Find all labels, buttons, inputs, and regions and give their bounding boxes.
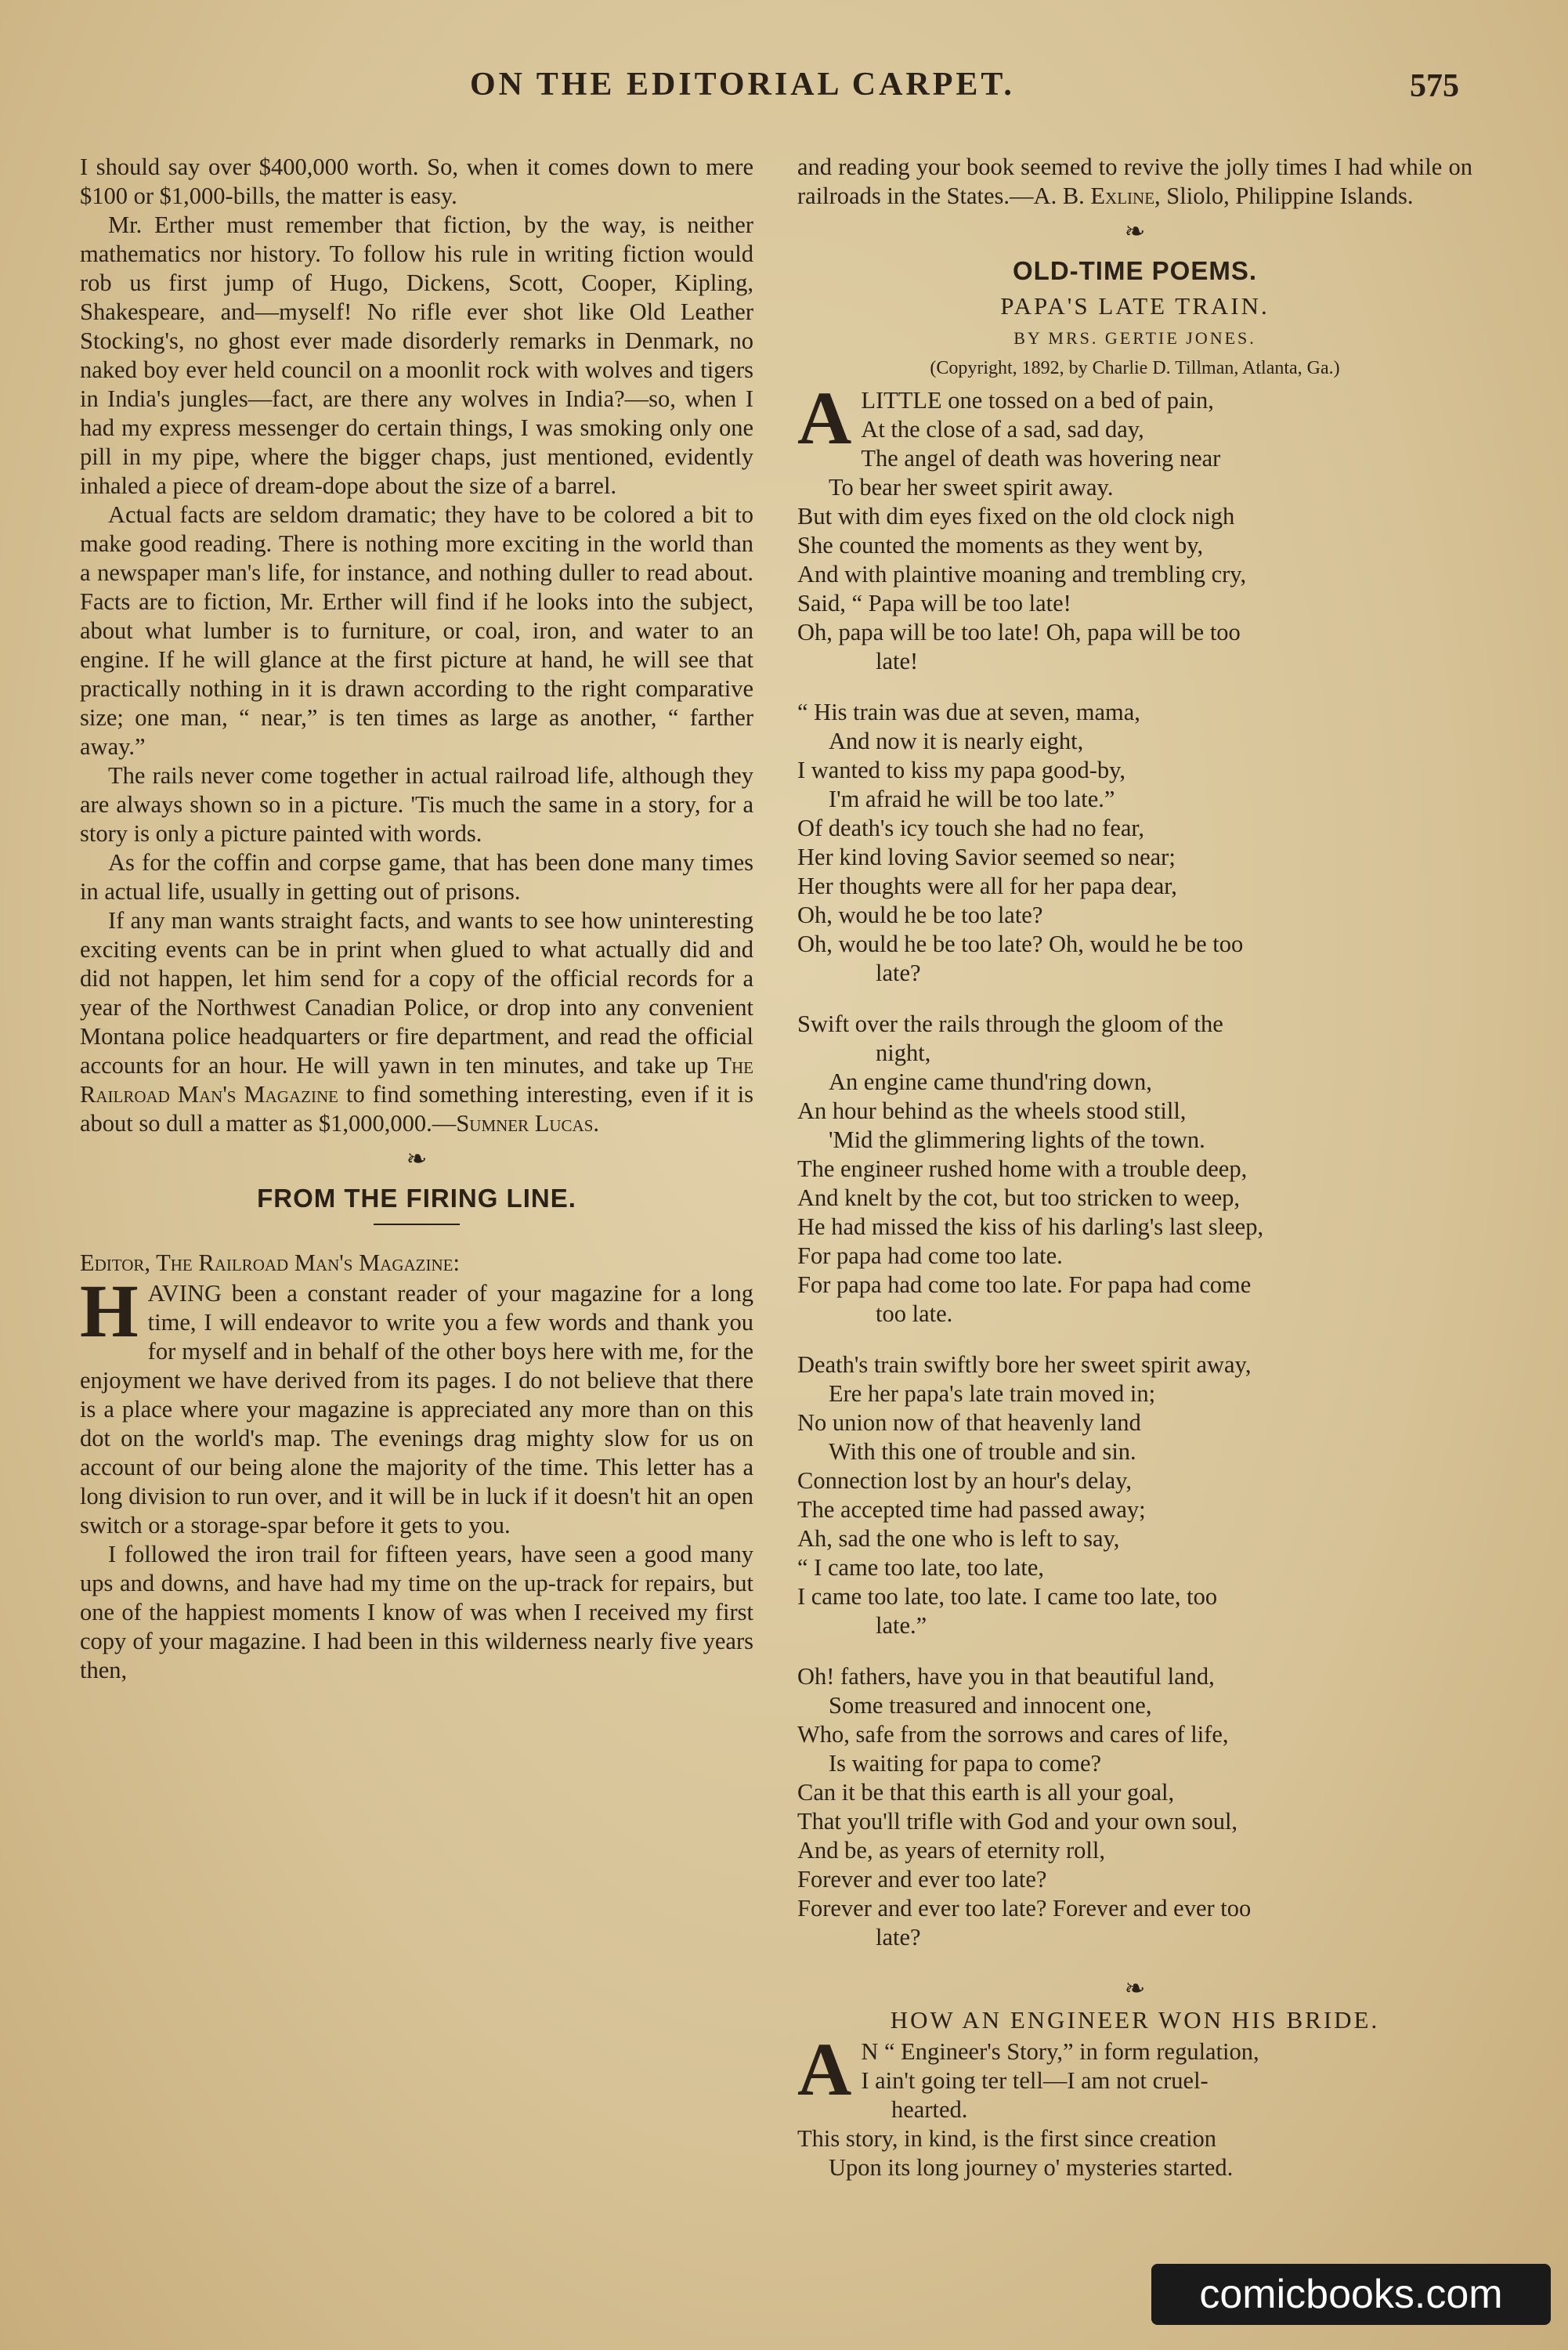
poem-line: This story, in kind, is the first since creation [797, 2125, 1217, 2152]
poem-line: Connection lost by an hour's delay, [797, 1467, 1133, 1494]
poem-line: “ His train was due at seven, mama, [797, 699, 1140, 725]
poem-line: Upon its long journey o' mysteries started. [829, 2154, 1234, 2181]
author-signature: Exline, [1090, 183, 1161, 209]
poem-title: PAPA'S LATE TRAIN. [1000, 292, 1270, 320]
poem-line: That you'll trifle with God and your own soul, [797, 1808, 1238, 1835]
poem-stanza [797, 1350, 1472, 1640]
poem-line: And now it is nearly eight, [829, 728, 1084, 754]
poem-line: With this one of trouble and sin. [829, 1438, 1136, 1465]
poem-line: Ere her papa's late train moved in; [829, 1380, 1156, 1407]
poem-line: Who, safe from the sorrows and cares of life, [797, 1721, 1229, 1748]
page-number: 575 [1410, 68, 1459, 104]
poem-line: And knelt by the cot, but too stricken to weep, [797, 1184, 1240, 1211]
poem-line: For papa had come too late. [797, 1242, 1063, 1269]
paragraph: Mr. Erther must remember that fiction, by the way, is neither mathematics nor history. To follow his rule in writing fiction would rob us first jump of Hugo, Dickens, Scott, Cooper, Kipling, Shakespeare, and—myself! No rifle ever shot like Old Leather Stocking's, no ghost ever made disorderly remarks in Denmark, no naked boy ever held council on a moonlit rock with wolves and tigers in India's jungles—fact, are there any wolves in India?—so, when I had my express messenger do certain things, I was smoking only one pill in my pipe, where the bigger chaps, just mentioned, evidently inhaled a piece of dream-dope about the size of a barrel. [80, 212, 753, 499]
paragraph: I should say over $400,000 worth. So, when it comes down to mere $100 or $1,000-bills, the matter is easy. [80, 154, 753, 209]
poem-line: He had missed the kiss of his darling's last sleep, [797, 1213, 1264, 1240]
poem-copyright: (Copyright, 1892, by Charlie D. Tillman, Atlanta, Ga.) [930, 358, 1340, 378]
letter-salutation: Editor, The Railroad Man's Magazine: [80, 1249, 460, 1276]
poem-stanza [797, 2027, 1472, 2182]
author-signature: Sumner Lucas. [456, 1110, 600, 1137]
poem-line: late.” [876, 1612, 927, 1639]
poem-line: I ain't going ter tell—I am not cruel- [861, 2067, 1209, 2094]
paragraph: The rails never come together in actual railroad life, although they are always shown so in a picture. 'Tis much the same in a story, for a story is only a picture painted with words. [80, 762, 753, 847]
letter-closing [797, 153, 1472, 211]
paragraph: As for the coffin and corpse game, that has been done many times in actual life, usually in getting out of prisons. [80, 849, 753, 905]
poem-line: Her kind loving Savior seemed so near; [797, 844, 1176, 870]
site-watermark: comicbooks.com [1151, 2264, 1551, 2325]
paragraph-text: AVING been a constant reader of your magazine for a long time, I will endeavor to write you a few words and thank you for myself and in behalf of the other boys here with me, for the enjoyment we have derived from its pages. I do not believe that there is a place where your magazine is appreciated any more than on this dot on the world's map. The evenings drag mighty slow for us on account of our being alone the majority of the time. This letter has a long division to run over, and it will be in luck if it doesn't hit an open switch or a storage-spar before it gets to you. [80, 1280, 753, 1538]
poem-line: late! [876, 648, 919, 674]
poem-line: At the close of a sad, sad day, [861, 416, 1144, 443]
poem-line: For papa had come too late. For papa had come [797, 1271, 1252, 1298]
magazine-name: The Railroad Man's Magazine [80, 1052, 753, 1108]
poem-stanza [797, 698, 1472, 988]
letter-paragraph [80, 1269, 753, 1540]
poem-line: hearted. [891, 2096, 968, 2123]
poem-line: “ I came too late, too late, [797, 1554, 1045, 1581]
poem-line: I came too late, too late. I came too late, too [797, 1583, 1218, 1610]
ornament-leaf-icon: ❧ [1124, 217, 1146, 245]
poem-stanza [797, 1662, 1472, 1952]
paragraph-text: and reading your book seemed to revive the jolly times I had while on railroads in the States.—A. B. [797, 154, 1472, 209]
poem-line: The engineer rushed home with a trouble deep, [797, 1155, 1248, 1182]
drop-cap: H [80, 1269, 139, 1353]
drop-cap: A [797, 2027, 852, 2111]
poem-line: Oh, would he be too late? [797, 902, 1043, 928]
poem-line: LITTLE one tossed on a bed of pain, [861, 387, 1214, 414]
poem-line: 'Mid the glimmering lights of the town. [829, 1126, 1205, 1153]
poem-line: An engine came thund'ring down, [829, 1068, 1152, 1095]
poem-line: N “ Engineer's Story,” in form regulation, [861, 2038, 1259, 2065]
paragraph [80, 906, 753, 1138]
poem-line: No union now of that heavenly land [797, 1409, 1141, 1436]
section-title: FROM THE FIRING LINE. [257, 1184, 576, 1213]
poem-line: Said, “ Papa will be too late! [797, 590, 1071, 616]
poem-line: Of death's icy touch she had no fear, [797, 815, 1144, 841]
poem-line: An hour behind as the wheels stood still, [797, 1097, 1187, 1124]
poem-line: Is waiting for papa to come? [829, 1750, 1102, 1777]
title-rule [374, 1224, 460, 1225]
poem-line: Some treasured and innocent one, [829, 1692, 1152, 1719]
poem-line: Ah, sad the one who is left to say, [797, 1525, 1120, 1552]
poem-line: Can it be that this earth is all your goal, [797, 1779, 1175, 1806]
letter-paragraph: I followed the iron trail for fifteen years, have seen a good many ups and downs, and have had my time on the up-track for repairs, but one of the happiest moments I know of was when I received my first copy of your magazine. I had been in this wilderness nearly five years then, [80, 1541, 753, 1683]
poem-line: I wanted to kiss my papa good-by, [797, 757, 1126, 783]
poem-line: The accepted time had passed away; [797, 1496, 1146, 1523]
running-head: ON THE EDITORIAL CARPET. [470, 67, 1015, 103]
poem-line: Oh! fathers, have you in that beautiful land, [797, 1663, 1215, 1690]
paragraph-text: to find something interesting, even if it is about so dull a matter as $1,000,000.— [80, 1081, 753, 1137]
ornament-leaf-icon: ❧ [406, 1144, 428, 1173]
poem-line: too late. [876, 1300, 953, 1327]
poem-line: late? [876, 1924, 921, 1950]
poem-line: night, [876, 1039, 931, 1066]
poem-line: Oh, would he be too late? Oh, would he be too [797, 931, 1244, 957]
section-title: HOW AN ENGINEER WON HIS BRIDE. [890, 2006, 1380, 2034]
section-title: OLD-TIME POEMS. [1013, 256, 1257, 285]
poem-line: Forever and ever too late? Forever and ever too [797, 1895, 1252, 1922]
poem-line: late? [876, 960, 921, 986]
poem-stanza [797, 376, 1472, 676]
paragraph-text: If any man wants straight facts, and wants to see how uninteresting exciting events can be in print when glued to what actually did and did not happen, let him send for a copy of the official records for a year of the Northwest Canadian Police, or drop into any convenient Montana police headquarters or fire department, and read the official accounts for an hour. He will yawn in ten minutes, and take up [80, 907, 753, 1079]
poem-line: She counted the moments as they went by, [797, 532, 1204, 559]
poem-line: I'm afraid he will be too late.” [829, 786, 1115, 812]
poem-line: And be, as years of eternity roll, [797, 1837, 1105, 1864]
poem-line: Death's train swiftly bore her sweet spirit away, [797, 1351, 1252, 1378]
ornament-leaf-icon: ❧ [1124, 1974, 1146, 2002]
poem-line: Swift over the rails through the gloom of the [797, 1010, 1223, 1037]
paragraph-text: Sliolo, Philippine Islands. [1160, 183, 1414, 209]
poem-stanza [797, 1010, 1472, 1329]
poem-line: Her thoughts were all for her papa dear, [797, 873, 1177, 899]
drop-cap: A [797, 376, 852, 460]
poem-line: And with plaintive moaning and trembling cry, [797, 561, 1247, 588]
poem-line: But with dim eyes fixed on the old clock nigh [797, 503, 1235, 530]
poem-line: Forever and ever too late? [797, 1866, 1047, 1893]
left-column [80, 153, 753, 1685]
paragraph: Actual facts are seldom dramatic; they have to be colored a bit to make good reading. There is nothing more exciting in the world than a newspaper man's life, for instance, and nothing duller to read about. Facts are to fiction, Mr. Erther will find if he looks into the subject, about what lumber is to furniture, or coal, iron, and water to an engine. If he will glance at the first picture at hand, he will see that practically nothing in it is drawn according to the right comparative size; one man, “ near,” is ten times as large as another, “ farther away.” [80, 501, 753, 760]
right-column [797, 153, 1472, 2204]
poem-line: To bear her sweet spirit away. [829, 474, 1114, 501]
poem-line: The angel of death was hovering near [861, 445, 1221, 472]
page-header [0, 66, 1568, 128]
poem-line: Oh, papa will be too late! Oh, papa will be too [797, 619, 1241, 645]
poem-byline: BY MRS. GERTIE JONES. [1013, 328, 1256, 348]
